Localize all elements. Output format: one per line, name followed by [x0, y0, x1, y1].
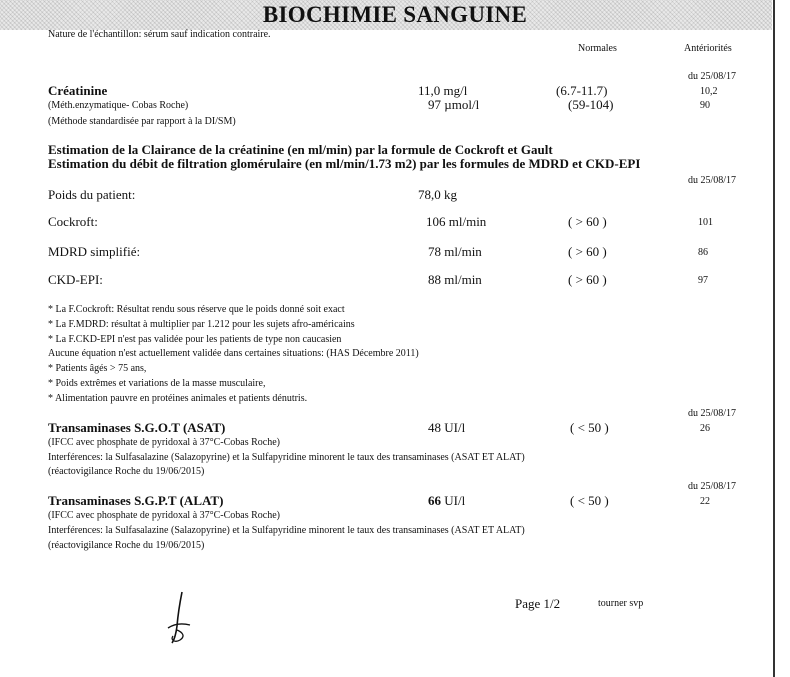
creatinine-prev-mg: 10,2	[700, 86, 718, 97]
ckdepi-prev: 97	[698, 275, 708, 286]
turn-page-note: tourner svp	[598, 598, 644, 609]
asat-vigilance: (réactovigilance Roche du 19/06/2015)	[48, 466, 205, 477]
alat-normal: ( < 50 )	[570, 493, 609, 508]
asat-prev-date: du 25/08/17	[688, 408, 737, 419]
estimation-title-2: Estimation du débit de filtration glomérulaire (en ml/min/1.73 m2) par les formules de MDRD et CKD-EPI	[48, 156, 641, 171]
creatinine-range-umol: (59-104)	[568, 97, 614, 112]
alat-interference: Interférences: la Sulfasalazine (Salazopyrine) et la Sulfapyridine minorent le taux des transaminases (ASAT ET ALAT)	[48, 525, 525, 536]
estimation-prev-date: du 25/08/17	[688, 175, 737, 186]
signature-image	[160, 590, 200, 650]
creatinine-standard: (Méthode standardisée par rapport à la DI/SM)	[48, 116, 236, 127]
creatinine-value-umol: 97 µmol/l	[428, 97, 480, 112]
estimation-title-1: Estimation de la Clairance de la créatinine (en ml/min) par la formule de Cockroft et Gault	[48, 142, 553, 157]
alat-value-number: 66	[428, 493, 441, 508]
creatinine-name: Créatinine	[48, 83, 108, 98]
mdrd-label: MDRD simplifié:	[48, 244, 141, 259]
cockroft-normal: ( > 60 )	[568, 214, 607, 229]
col-normales-header: Normales	[578, 43, 617, 54]
alat-name: Transaminases S.G.P.T (ALAT)	[48, 493, 224, 508]
col-anteriorites-header: Antériorités	[684, 43, 732, 54]
alat-prev: 22	[700, 496, 710, 507]
sample-note: Nature de l'échantillon: sérum sauf indication contraire.	[48, 29, 271, 40]
note-ckdepi: * La F.CKD-EPI n'est pas validée pour les patients de type non caucasien	[48, 334, 342, 345]
alat-value	[428, 493, 465, 509]
page-edge	[773, 0, 775, 677]
ckdepi-value: 88 ml/min	[428, 272, 482, 287]
ckdepi-normal: ( > 60 )	[568, 272, 607, 287]
creatinine-prev-date: du 25/08/17	[688, 71, 737, 82]
note-has: Aucune équation n'est actuellement validée dans certaines situations: (HAS Décembre 2011)	[48, 348, 419, 359]
asat-method: (IFCC avec phosphate de pyridoxal à 37°C-Cobas Roche)	[48, 437, 281, 448]
asat-prev: 26	[700, 423, 710, 434]
alat-prev-date: du 25/08/17	[688, 481, 737, 492]
weight-value: 78,0 kg	[418, 187, 457, 202]
note-poids: * Poids extrêmes et variations de la masse musculaire,	[48, 378, 266, 389]
mdrd-prev: 86	[698, 247, 708, 258]
alat-value-unit: UI/l	[441, 493, 466, 508]
note-mdrd: * La F.MDRD: résultat à multiplier par 1.212 pour les sujets afro-américains	[48, 319, 355, 330]
ckdepi-label: CKD-EPI:	[48, 272, 103, 287]
cockroft-value: 106 ml/min	[426, 214, 487, 229]
cockroft-label: Cockroft:	[48, 214, 98, 229]
alat-vigilance: (réactovigilance Roche du 19/06/2015)	[48, 540, 205, 551]
asat-value: 48 UI/l	[428, 420, 466, 435]
creatinine-value-mg: 11,0 mg/l	[418, 83, 468, 98]
mdrd-value: 78 ml/min	[428, 244, 482, 259]
note-alimentation: * Alimentation pauvre en protéines animales et patients dénutris.	[48, 393, 308, 404]
note-patients-ages: * Patients âgés > 75 ans,	[48, 363, 147, 374]
weight-label: Poids du patient:	[48, 187, 136, 202]
asat-normal: ( < 50 )	[570, 420, 609, 435]
cockroft-prev: 101	[698, 217, 713, 228]
asat-name: Transaminases S.G.O.T (ASAT)	[48, 420, 226, 435]
page-number: Page 1/2	[515, 596, 561, 611]
creatinine-method: (Méth.enzymatique- Cobas Roche)	[48, 100, 189, 111]
page-title: BIOCHIMIE SANGUINE	[262, 2, 528, 27]
asat-interference: Interférences: la Sulfasalazine (Salazopyrine) et la Sulfapyridine minorent le taux des transaminases (ASAT ET ALAT)	[48, 452, 525, 463]
note-cockroft: * La F.Cockroft: Résultat rendu sous réserve que le poids donné soit exact	[48, 304, 345, 315]
mdrd-normal: ( > 60 )	[568, 244, 607, 259]
creatinine-prev-umol: 90	[700, 100, 710, 111]
creatinine-range-mg: (6.7-11.7)	[556, 83, 608, 98]
alat-method: (IFCC avec phosphate de pyridoxal à 37°C-Cobas Roche)	[48, 510, 281, 521]
